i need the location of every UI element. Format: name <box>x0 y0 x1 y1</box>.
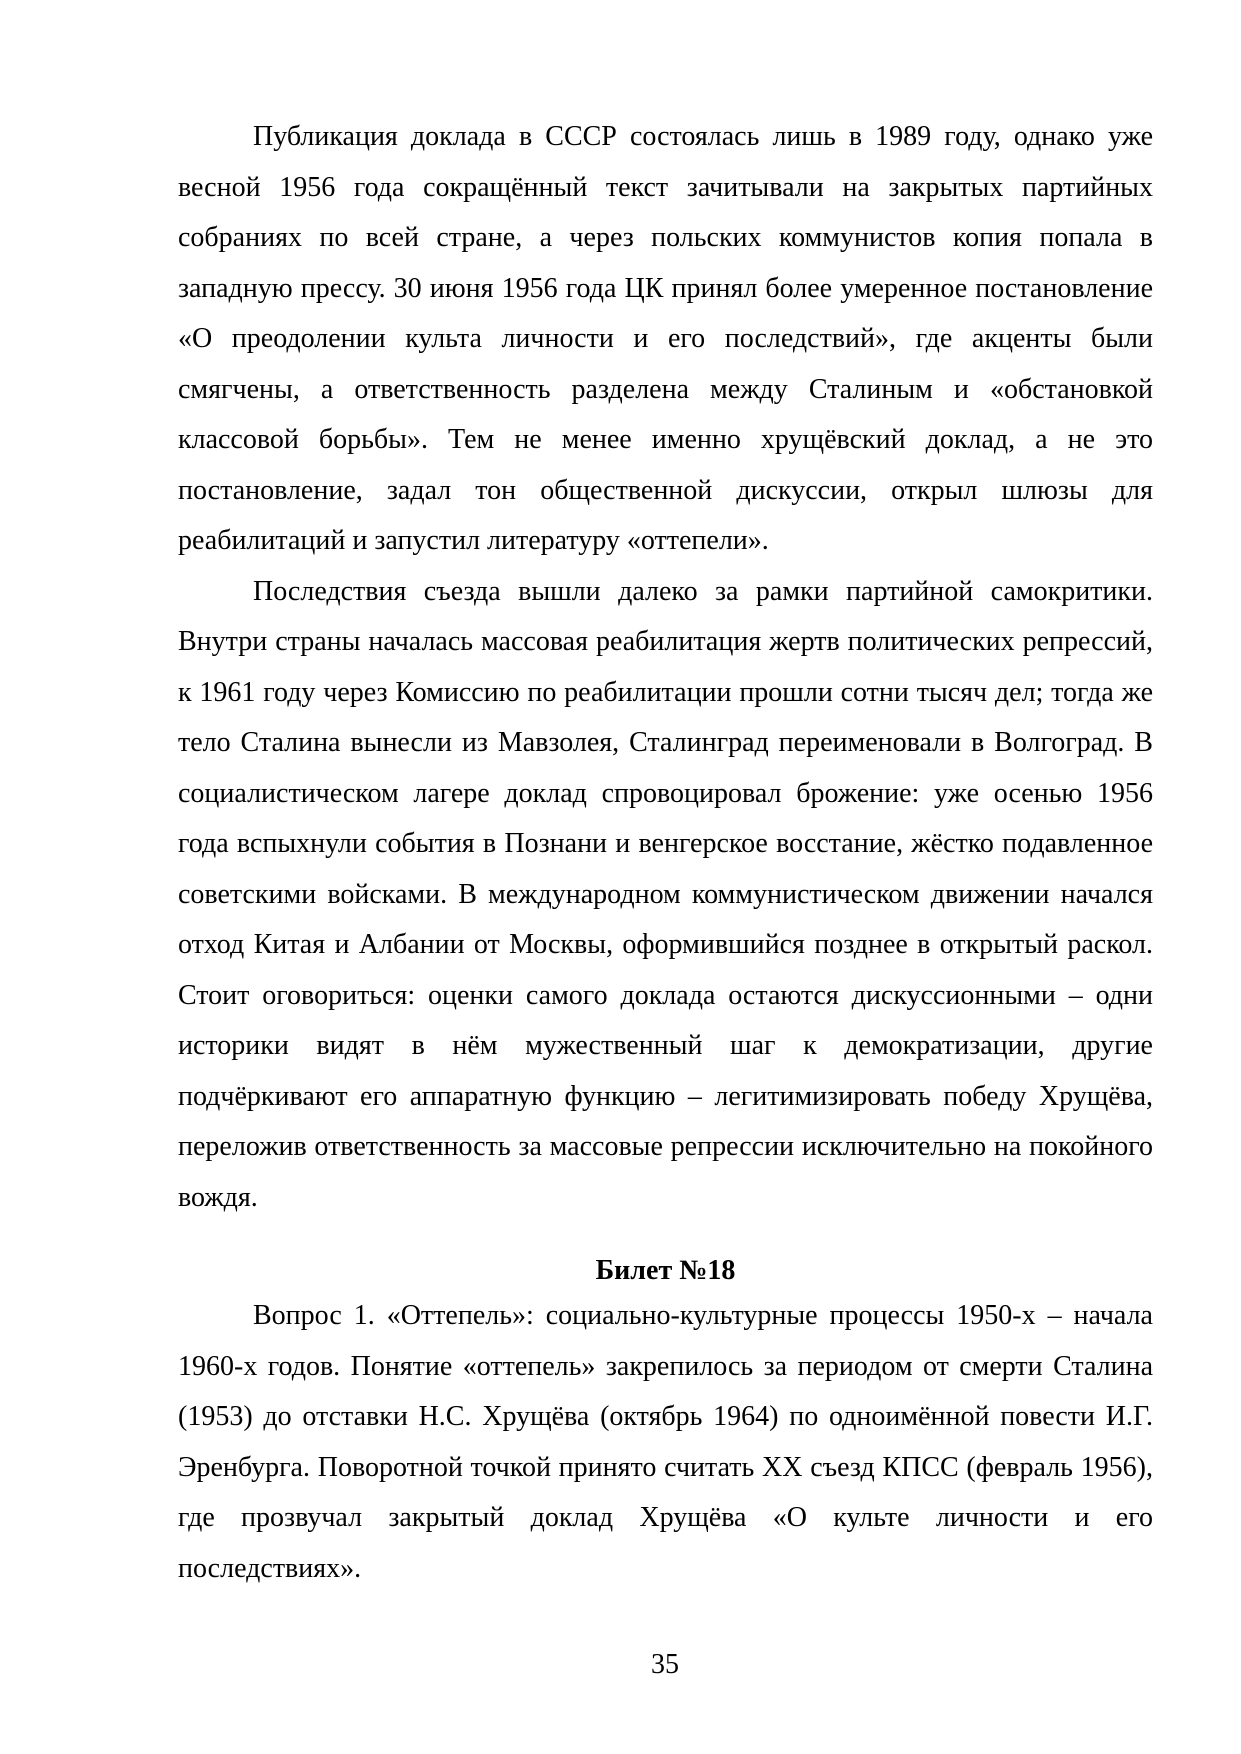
paragraph-consequences: Последствия съезда вышли далеко за рамки партийной самокритики. Внутри страны началась массовая реабилитация жертв политических репрессий, к 1961 году через Комиссию по реабилитации прошли сотни тысяч дел; тогда же тело Сталина вынесли из Мавзолея, Сталинград переименовали в Волгоград. В социалистическом лагере доклад спровоцировал брожение: уже осенью 1956 года вспыхнули события в Познани и венгерское восстание, жёстко подавленное советскими войсками. В международном коммунистическом движении начался отход Китая и Албании от Москвы, оформившийся позднее в открытый раскол. Стоит оговориться: оценки самого доклада остаются дискуссионными – одни историки видят в нём мужественный шаг к демократизации, другие подчёркивают его аппаратную функцию – легитимизировать победу Хрущёва, переложив ответственность за массовые репрессии исключительно на покойного вождя. <box>178 575 1153 1213</box>
paragraph-publication: Публикация доклада в СССР состоялась лишь в 1989 году, однако уже весной 1956 года сокращённый текст зачитывали на закрытых партийных собраниях по всей стране, а через польских коммунистов копия попала в западную прессу. 30 июня 1956 года ЦК принял более умеренное постановление «О преодолении культа личности и его последствий», где акценты были смягчены, а ответственность разделена между Сталиным и «обстановкой классовой борьбы». Тем не менее именно хрущёвский доклад, а не это постановление, задал тон общественной дискуссии, открыл шлюзы для реабилитаций и запустил литературу «оттепели». <box>178 121 1153 556</box>
page-number: 35 <box>651 1649 679 1680</box>
paragraph-ticket-question: Вопрос 1. «Оттепель»: социально-культурные процессы 1950-х – начала 1960-х годов. Понятие «оттепель» закрепилось за периодом от смерти Сталина (1953) до отставки Н.С. Хрущёва (октябрь 1964) по одноимённой повести И.Г. Эренбурга. Поворотной точкой принято считать XX съезд КПСС (февраль 1956), где прозвучал закрытый доклад Хрущёва «О культе личности и его последствиях». <box>178 1300 1154 1584</box>
ticket-heading: Билет №18 <box>595 1255 736 1286</box>
document-page <box>178 112 1153 1594</box>
